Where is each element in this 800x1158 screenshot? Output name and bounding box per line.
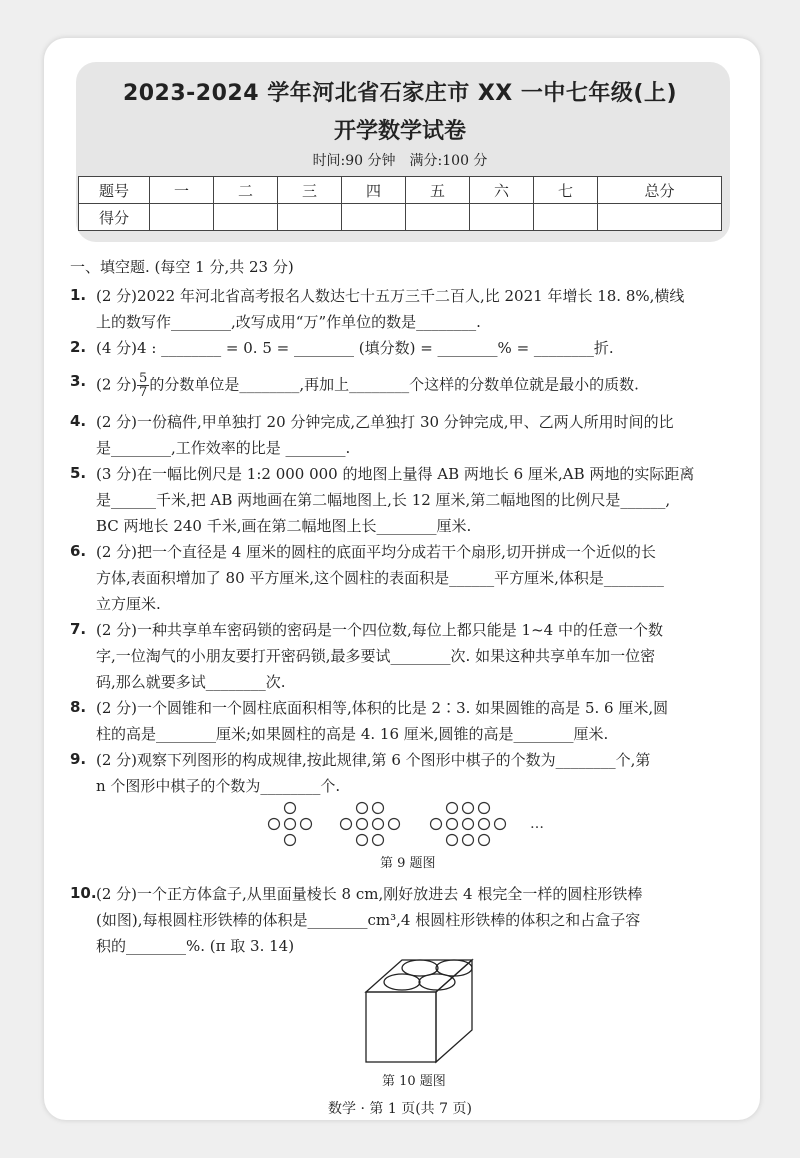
question-text: (2 分)2022 年河北省高考报名人数达七十五万三千二百人,比 2021 年增长 18. 8%,横线	[96, 287, 685, 305]
fraction	[137, 372, 149, 399]
question-text: 立方厘米.	[96, 595, 161, 613]
chess-piece-circle	[373, 803, 384, 814]
question-number: 2.	[70, 338, 87, 356]
chess-piece-circle	[341, 819, 352, 830]
chess-piece-circle	[463, 819, 474, 830]
score-table-header-row	[79, 177, 722, 204]
cylinder-top	[384, 974, 420, 990]
score-input-cell[interactable]	[534, 204, 598, 231]
chess-piece-circle	[301, 819, 312, 830]
score-cell: 得分	[79, 204, 150, 231]
page-footer: 数学 · 第 1 页(共 7 页)	[328, 1101, 472, 1117]
chess-piece-circle	[373, 819, 384, 830]
question-number: 7.	[70, 620, 87, 638]
question-text: (2 分)把一个直径是 4 厘米的圆柱的底面平均分成若干个扇形,切开拼成一个近似的长	[96, 543, 656, 561]
question-number: 4.	[70, 412, 87, 430]
score-cell: 二	[214, 177, 278, 204]
exam-subtitle: 时间:90 分钟 满分:100 分	[312, 153, 488, 169]
figure-9-caption: 第 9 题图	[380, 856, 436, 871]
score-cell: 总分	[598, 177, 722, 204]
pattern-ellipsis: …	[530, 816, 544, 832]
question-number: 9.	[70, 750, 87, 768]
question-text: (2 分)一个正方体盒子,从里面量棱长 8 cm,刚好放进去 4 根完全一样的圆柱形铁棒	[96, 885, 643, 903]
score-input-cell[interactable]	[278, 204, 342, 231]
cube-right-face	[436, 960, 472, 1062]
question-number: 1.	[70, 286, 87, 304]
question-text: BC 两地长 240 千米,画在第二幅地图上长________厘米.	[96, 517, 472, 535]
question-text	[96, 372, 639, 399]
score-input-cell[interactable]	[470, 204, 534, 231]
score-table	[78, 176, 722, 231]
question-text: 字,一位淘气的小朋友要打开密码锁,最多要试________次. 如果这种共享单车加一位密	[96, 647, 656, 665]
chess-piece-circle	[357, 835, 368, 846]
score-cell: 四	[342, 177, 406, 204]
score-table-score-row	[79, 204, 722, 231]
question-text: n 个图形中棋子的个数为________个.	[96, 777, 341, 795]
chess-piece-circle	[479, 819, 490, 830]
question-text: 是________,工作效率的比是 ________.	[96, 439, 351, 457]
chess-piece-circle	[357, 819, 368, 830]
score-cell: 三	[278, 177, 342, 204]
chess-piece-circle	[389, 819, 400, 830]
question-text: (2 分)一种共享单车密码锁的密码是一个四位数,每位上都只能是 1~4 中的任意一个数	[96, 621, 663, 639]
chess-piece-circle	[285, 803, 296, 814]
figure-10-caption: 第 10 题图	[382, 1074, 446, 1089]
question-text: 是______千米,把 AB 两地画在第二幅地图上,长 12 厘米,第二幅地图的比例尺是______,	[96, 491, 671, 509]
chess-piece-circle	[357, 803, 368, 814]
cylinder-top	[436, 960, 472, 976]
question-text: (如图),每根圆柱形铁棒的体积是________cm³,4 根圆柱形铁棒的体积之和占盒子容	[96, 911, 641, 929]
exam-title-line1: 2023-2024 学年河北省石家庄市 XX 一中七年级(上)	[122, 81, 678, 106]
exam-title-line2: 开学数学试卷	[333, 119, 466, 144]
score-cell: 一	[150, 177, 214, 204]
question-text: (2 分)一份稿件,甲单独打 20 分钟完成,乙单独打 30 分钟完成,甲、乙两人所用时间的比	[96, 413, 674, 431]
question-text: (2 分)一个圆锥和一个圆柱底面积相等,体积的比是 2∶3. 如果圆锥的高是 5. 6 厘米,圆	[96, 699, 669, 717]
chess-piece-circle	[463, 835, 474, 846]
cube-front-face	[366, 992, 436, 1062]
fraction-numerator: 5	[139, 371, 148, 386]
score-input-cell[interactable]	[406, 204, 470, 231]
chess-piece-circle	[447, 835, 458, 846]
chess-piece-circle	[285, 835, 296, 846]
question-text: 积的________%. (π 取 3. 14)	[96, 937, 295, 955]
question-number: 6.	[70, 542, 87, 560]
section-heading: 一、填空题. (每空 1 分,共 23 分)	[70, 258, 294, 276]
question-text: 柱的高是________厘米;如果圆柱的高是 4. 16 厘米,圆锥的高是________厘米.	[96, 725, 609, 743]
score-cell: 题号	[79, 177, 150, 204]
chess-piece-circle	[285, 819, 296, 830]
fraction-denominator: 7	[139, 385, 148, 400]
score-input-cell[interactable]	[342, 204, 406, 231]
question-text: 码,那么就要多试________次.	[96, 673, 286, 691]
question-number: 3.	[70, 372, 87, 390]
chess-piece-circle	[495, 819, 506, 830]
question-text-part: (2 分)	[96, 375, 138, 394]
score-input-cell[interactable]	[214, 204, 278, 231]
score-input-cell[interactable]	[598, 204, 722, 231]
chess-piece-circle	[431, 819, 442, 830]
question-text: (3 分)在一幅比例尺是 1:2 000 000 的地图上量得 AB 两地长 6 厘米,AB 两地的实际距离	[96, 465, 695, 483]
figure-9-pattern	[262, 800, 562, 850]
chess-piece-circle	[479, 835, 490, 846]
chess-piece-circle	[479, 803, 490, 814]
question-text: (2 分)观察下列图形的构成规律,按此规律,第 6 个图形中棋子的个数为________个,第	[96, 751, 651, 769]
score-cell: 七	[534, 177, 598, 204]
score-cell: 六	[470, 177, 534, 204]
chess-piece-circle	[447, 819, 458, 830]
question-text-part: 的分数单位是________,再加上________个这样的分数单位就是最小的质数.	[149, 375, 639, 394]
question-number: 10.	[70, 884, 97, 902]
chess-piece-circle	[463, 803, 474, 814]
question-text: (4 分)4 : ________ = 0. 5 = ________ (填分数) = ________% = ________折.	[96, 339, 614, 357]
question-number: 5.	[70, 464, 87, 482]
question-number: 8.	[70, 698, 87, 716]
question-text: 方体,表面积增加了 80 平方厘米,这个圆柱的表面积是______平方厘米,体积是________	[96, 569, 664, 587]
question-text: 上的数写作________,改写成用“万”作单位的数是________.	[96, 313, 481, 331]
score-input-cell[interactable]	[150, 204, 214, 231]
chess-piece-circle	[447, 803, 458, 814]
chess-piece-circle	[269, 819, 280, 830]
chess-piece-circle	[373, 835, 384, 846]
score-cell: 五	[406, 177, 470, 204]
figure-10-cube	[362, 956, 502, 1066]
